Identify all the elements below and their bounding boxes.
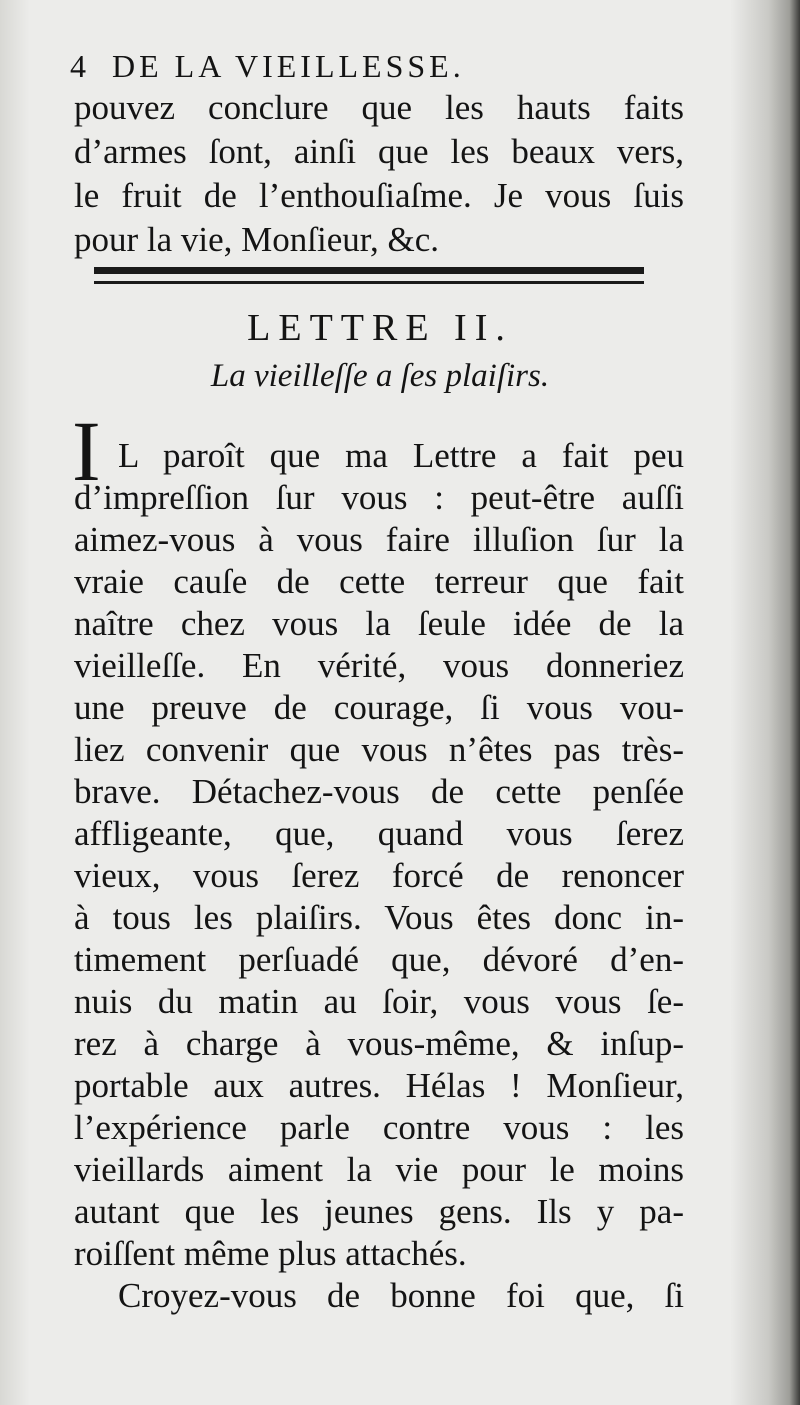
body-line: roiſſent même plus attachés. (74, 1234, 467, 1273)
body-line: autant que les jeunes gens. Ils y pa- (74, 1192, 684, 1231)
body-line: vieillards aiment la vie pour le moins (74, 1150, 684, 1189)
running-title: DE LA VIEILLESSE. (112, 48, 465, 84)
continuation-line: d’armes ſont, ainſi que les beaux vers, (74, 132, 684, 171)
body-line: L paroît que ma Lettre a fait peu (118, 436, 684, 475)
drop-initial: I (72, 403, 101, 499)
body-line: vieux, vous ſerez forcé de renoncer (74, 856, 684, 895)
body-line: à tous les plaiſirs. Vous êtes donc in- (74, 898, 684, 937)
body-line: brave. Détachez-vous de cette penſée (74, 772, 684, 811)
letter-subtitle: La vieilleſſe a ſes plaiſirs. (210, 358, 550, 394)
body-line: vraie cauſe de cette terreur que fait (74, 562, 684, 601)
body-line: Croyez-vous de bonne foi que, ſi (118, 1276, 684, 1315)
continuation-line: pour la vie, Monſieur, &c. (74, 220, 440, 259)
body-line: naître chez vous la ſeule idée de la (74, 604, 684, 643)
section-rule-thick (94, 267, 644, 274)
continuation-line: le fruit de l’enthouſiaſme. Je vous ſuis (74, 176, 684, 215)
continuation-line: pouvez conclure que les hauts faits (74, 88, 684, 127)
letter-heading: LETTRE II. (247, 307, 513, 349)
page-number: 4 (70, 48, 90, 84)
body-line: l’expérience parle contre vous : les (74, 1108, 684, 1147)
body-line: timement perſuadé que, dévoré d’en- (74, 940, 684, 979)
section-rule-thin (94, 281, 644, 284)
running-head (70, 48, 590, 85)
body-line: rez à charge à vous-même, & inſup- (74, 1024, 684, 1063)
body-line: portable aux autres. Hélas ! Monſieur, (74, 1066, 684, 1105)
body-line: aimez-vous à vous faire illuſion ſur la (74, 520, 684, 559)
body-line: une preuve de courage, ſi vous vou- (74, 688, 684, 727)
body-line: d’impreſſion ſur vous : peut-être auſſi (74, 478, 684, 517)
body-line: affligeante, que, quand vous ſerez (74, 814, 684, 853)
body-line: liez convenir que vous n’êtes pas très- (74, 730, 684, 769)
body-line: vieilleſſe. En vérité, vous donneriez (74, 646, 684, 685)
body-line: nuis du matin au ſoir, vous vous ſe- (74, 982, 684, 1021)
